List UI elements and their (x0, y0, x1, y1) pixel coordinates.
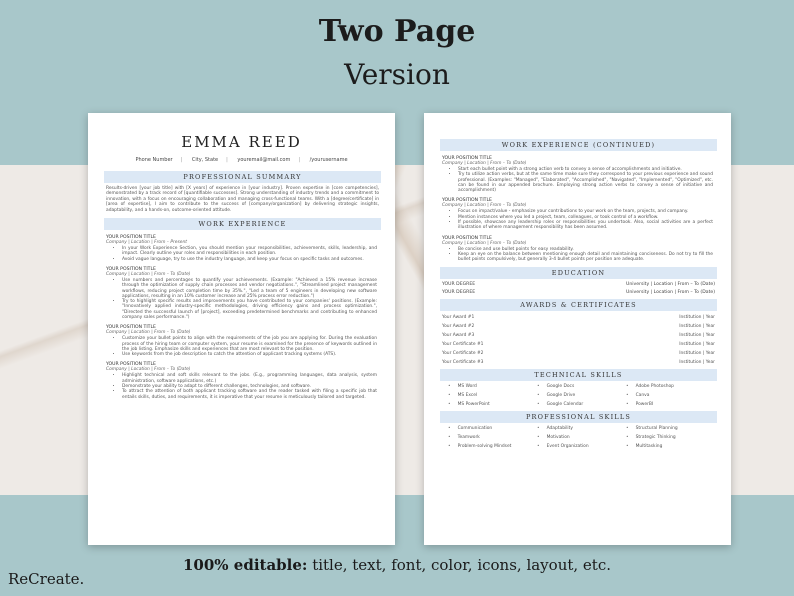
award-detail: Institution | Year (679, 359, 715, 365)
award-row (442, 342, 715, 347)
technical-skills-grid (448, 384, 715, 407)
skill-item: • Google Docs (537, 384, 626, 389)
award-row (442, 351, 715, 356)
degree: YOUR DEGREE (442, 281, 476, 287)
award-name: Your Certificate #3 (442, 359, 484, 365)
footer-tagline (0, 556, 794, 574)
skill-item: • Google Drive (537, 393, 626, 398)
award-detail: Institution | Year (679, 323, 715, 329)
contact-phone: Phone Number (135, 157, 173, 163)
job-subtitle: Company | Location | From – To (Date) (106, 367, 191, 373)
job-subtitle: Company | Location | From – To (Date) (106, 271, 191, 277)
degree-detail: University | Location | From – To (Date) (626, 289, 715, 295)
section-heading-awards: AWARDS & CERTIFICATES (440, 299, 717, 311)
job-title: YOUR POSITION TITLE (106, 325, 156, 331)
job-title: YOUR POSITION TITLE (442, 235, 492, 241)
skill-item: • Adaptability (537, 426, 626, 431)
job-subtitle: Company | Location | From – Present (106, 240, 188, 246)
job-subtitle: Company | Location | From – To (Date) (442, 161, 527, 166)
job-bullets (458, 167, 713, 193)
job-bullets (122, 246, 377, 262)
footer-bold: 100% editable: (183, 556, 308, 574)
job-entry (424, 156, 731, 193)
award-detail: Institution | Year (679, 314, 715, 320)
job-bullets (122, 336, 377, 357)
degree-detail: University | Location | From – To (Date) (626, 281, 715, 287)
job-entry (424, 236, 731, 263)
award-row (442, 333, 715, 338)
education-row (442, 282, 715, 287)
bullet-item: • Mention instances where you led a project, team, colleagues, or took control of a workflow. (458, 215, 713, 220)
job-subtitle: Company | Location | From – To (Date) (442, 203, 527, 209)
bullet-item: • In your Work Experience Section, you should mention your responsibilities, achievements, skills, leadership, and impact. Clearly outline your roles and responsibilities in each position. (122, 246, 377, 257)
contact-profile: /yourusername (309, 157, 348, 163)
bullet-item: • Customize your bullet points to align with the requirements of the job you are applying for. During the evaluation process of the hiring team or computer system, your resume is examined for the presence of keywords outlined in the job listing. Emphasize skills and experiences that are most relevant to the position. (122, 336, 377, 352)
skill-item: • Multitasking (626, 444, 715, 449)
bullet-item: • If possible, showcase any leadership roles or responsibilities you undertook. Also, social activities are a perfect illustration of where management responsibility has been assumed. (458, 220, 713, 231)
section-heading-education: EDUCATION (440, 267, 717, 279)
skill-item: • Adobe Photoshop (626, 384, 715, 389)
award-row (442, 324, 715, 329)
bullet-item: • Start each bullet point with a strong action verb to convey a sense of accomplishments and initiative. (458, 167, 713, 172)
bullet-item: • Demonstrate your ability to adapt to different challenges, technologies, and software. (122, 384, 377, 389)
headline-line1: Two Page (318, 14, 476, 49)
section-heading-experience: WORK EXPERIENCE (104, 218, 381, 230)
job-entry (88, 235, 395, 262)
job-entry (88, 325, 395, 357)
degree: YOUR DEGREE (442, 289, 476, 295)
bullet-item: • Be concise and use bullet points for easy readability. (458, 247, 713, 252)
award-row (442, 315, 715, 320)
bullet-item: • Keep an eye on the balance between mentioning enough detail and maintaining conciseness. Do not try to fill the bullet points compulsively, but generally 3-4 bullet points per position are adequate. (458, 252, 713, 263)
resume-page-2 (424, 113, 731, 545)
job-entry (88, 267, 395, 320)
bullet-item: • Focus on impact/value - emphasize your contributions to your work on the team, projects, and company. (458, 209, 713, 214)
bullet-item: • Avoid vague language, try to use the industry language, and keep your focus on specific tasks and outcomes. (122, 257, 377, 262)
job-bullets (458, 247, 713, 263)
skill-item: • Google Calendar (537, 402, 626, 407)
section-heading-experience-continued: WORK EXPERIENCE (CONTINUED) (440, 139, 717, 151)
resume-name: EMMA REED (181, 133, 302, 151)
job-title: YOUR POSITION TITLE (106, 362, 156, 368)
contact-location: City, State (191, 157, 219, 163)
award-detail: Institution | Year (679, 341, 715, 347)
award-name: Your Certificate #2 (442, 350, 484, 356)
skill-item: • MS Excel (448, 393, 537, 398)
award-row (442, 360, 715, 365)
job-title: YOUR POSITION TITLE (442, 198, 492, 204)
skill-item: • Structural Planning (626, 426, 715, 431)
bullet-item: • Try to utilize action verbs, but at the same time make sure they correspond to your previous experience and sound professional. (Examples: "Managed", "Elaborated", "Accomplished", "Navigated", "Implemented", "Optimized", etc. can be found in our appended brochure. Employing strong action verbs to convey a sense of initiative and accomplishment) (458, 172, 713, 193)
skill-item: • Event Organization (537, 444, 626, 449)
job-entry (424, 198, 731, 230)
contact-line: Phone Number | City, State | youremail@mail.com | /yourusername (88, 157, 395, 163)
footer-rest: title, text, font, color, icons, layout, etc. (307, 556, 611, 574)
skill-item: • MS PowerPoint (448, 402, 537, 407)
bullet-item: • Use keywords from the job description to catch the attention of applicant tracking systems (ATS). (122, 352, 377, 357)
skill-item: • Motivation (537, 435, 626, 440)
summary-text: Results-driven [your job title] with [X years] of experience in [your industry]. Proven expertise in [core competencies], demonstrated by a track record of [quantifiable successes]. Strong understanding of industry trends and a commitment to innovation, with a focus on encouraging collaboration and managing cross-functional teams. With a [degree/certificate] in [area of expertise], I aim to contribute to the success of [company/organization] by delivering strategic insights, adaptability, and a hands-on, outcome-oriented attitude. (106, 186, 379, 213)
headline-line2: Version (344, 58, 450, 91)
bullet-item: • Use numbers and percentages to quantify your achievements. (Example: "Achieved a 15% revenue increase through the optimization of supply chain processes and vendor negotiations.", "Streamlined project management workflows, reducing project completion time by 35%.", "Led a team of 5 engineers in developing new software applications, resulting in an 10% customer increase and 25% process error reduction.") (122, 278, 377, 299)
job-subtitle: Company | Location | From – To (Date) (106, 330, 191, 336)
skill-item: • PowerBI (626, 402, 715, 407)
award-name: Your Award #1 (442, 314, 475, 320)
job-bullets (458, 209, 713, 230)
job-title: YOUR POSITION TITLE (106, 266, 156, 272)
skill-item: • Strategic Thinking (626, 435, 715, 440)
bullet-item: • To attract the attention of both applicant tracking software and the reader tasked with filing a specific job that entails skills, duties, and requirements, it is imperative that your resume is meticulously tailored and targeted. (122, 389, 377, 400)
skill-item: • Problem-solving Mindset (448, 444, 537, 449)
bullet-item: • Highlight technical and soft skills relevant to the jobs. (E.g., programming languages, data analysis, system administration, software applications, etc.) (122, 373, 377, 384)
brand-logo: ReCreate. (8, 570, 85, 588)
skill-item: • Communication (448, 426, 537, 431)
job-title: YOUR POSITION TITLE (442, 156, 492, 161)
resume-page-1 (88, 113, 395, 545)
job-entry (88, 362, 395, 399)
job-bullets (122, 373, 377, 399)
job-subtitle: Company | Location | From – To (Date) (442, 240, 527, 246)
section-heading-summary: PROFESSIONAL SUMMARY (104, 171, 381, 183)
skill-item: • Teamwork (448, 435, 537, 440)
award-detail: Institution | Year (679, 350, 715, 356)
award-name: Your Award #2 (442, 323, 475, 329)
section-heading-professional-skills: PROFESSIONAL SKILLS (440, 411, 717, 423)
bullet-item: • Try to highlight specific results and improvements you have contributed to your companies' positions. (Example: "Innovatively applied industry-specific methodologies, driving efficiency gains and process optimization.", "Directed the successful launch of [project], exceeding predetermined benchmarks and contributing to enhanced company sales performance.") (122, 299, 377, 320)
award-name: Your Award #3 (442, 332, 475, 338)
contact-email: youremail@mail.com (237, 157, 291, 163)
job-title: YOUR POSITION TITLE (106, 235, 156, 241)
education-row (442, 290, 715, 295)
skill-item: • MS Word (448, 384, 537, 389)
award-name: Your Certificate #1 (442, 341, 484, 347)
section-heading-technical-skills: TECHNICAL SKILLS (440, 369, 717, 381)
award-detail: Institution | Year (679, 332, 715, 338)
skill-item: • Canva (626, 393, 715, 398)
job-bullets (122, 278, 377, 320)
professional-skills-grid (448, 426, 715, 449)
